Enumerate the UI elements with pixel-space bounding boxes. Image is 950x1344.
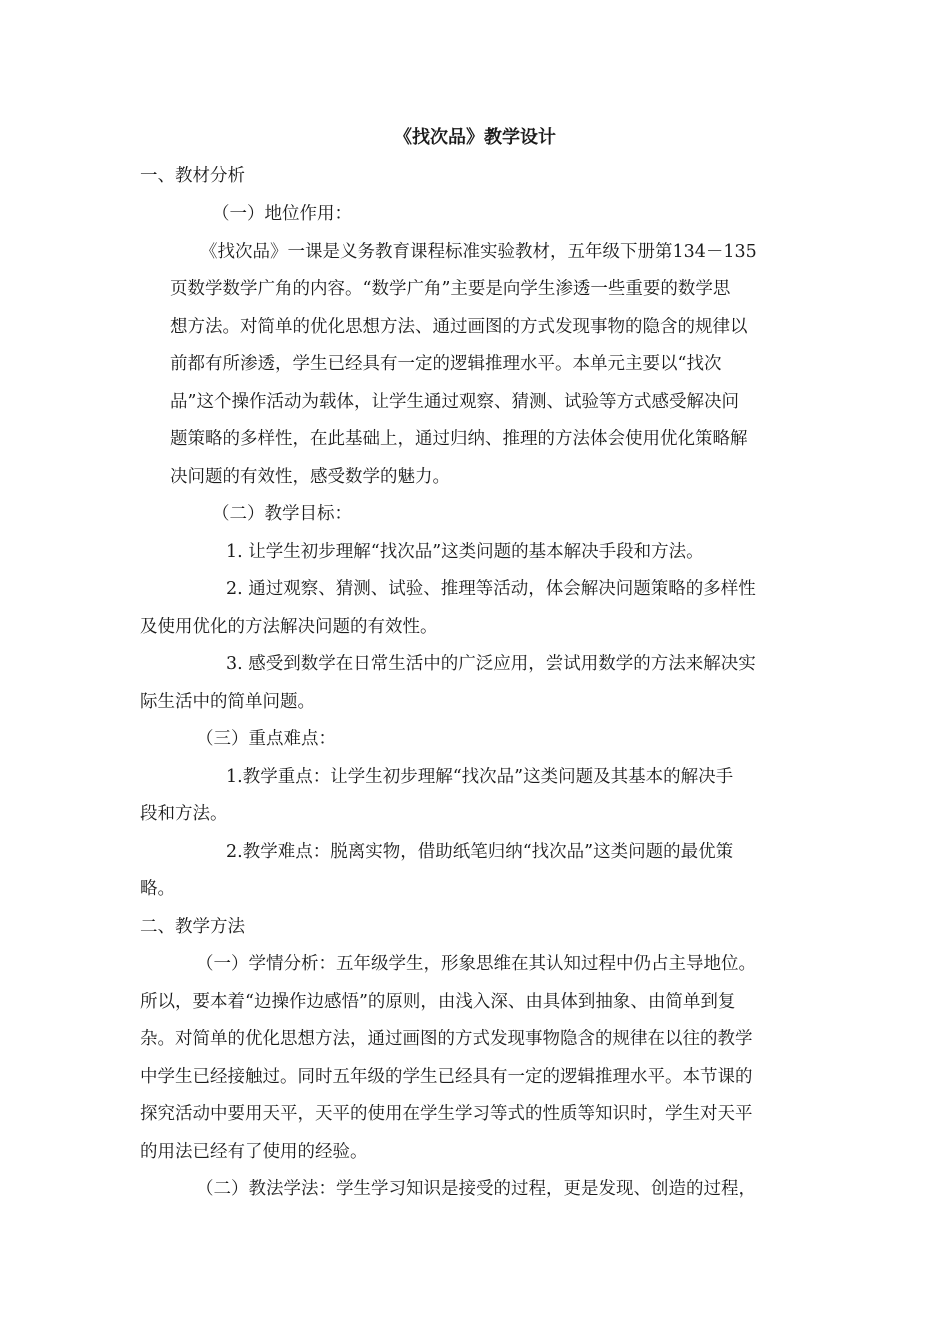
paragraph-line: （一）学情分析：五年级学生，形象思维在其认知过程中仍占主导地位。	[196, 954, 756, 974]
paragraph-line: 探究活动中要用天平，天平的使用在学生学习等式的性质等知识时，学生对天平	[140, 1104, 753, 1124]
subsection-heading: （二）教学目标：	[212, 504, 352, 524]
subsection-heading: （三）重点难点：	[196, 729, 336, 749]
subsection-heading: （一）地位作用：	[212, 204, 352, 224]
paragraph-line: 想方法。对简单的优化思想方法、通过画图的方式发现事物的隐含的规律以	[170, 317, 748, 337]
list-item-continuation: 段和方法。	[140, 804, 228, 824]
document-title: 《找次品》教学设计	[394, 127, 556, 148]
paragraph-line: 杂。对简单的优化思想方法，通过画图的方式发现事物隐含的规律在以往的教学	[140, 1029, 753, 1049]
paragraph-line: 决问题的有效性，感受数学的魅力。	[170, 467, 450, 487]
section-heading: 一、教材分析	[140, 166, 245, 186]
paragraph-line: （二）教法学法：学生学习知识是接受的过程，更是发现、创造的过程，	[196, 1179, 756, 1199]
paragraph-line: 《找次品》一课是义务教育课程标准实验教材，五年级下册第134－135	[200, 242, 757, 262]
list-item: 3. 感受到数学在日常生活中的广泛应用，尝试用数学的方法来解决实	[226, 654, 756, 674]
list-item: 2.教学难点：脱离实物，借助纸笔归纳“找次品”这类问题的最优策	[226, 842, 734, 862]
list-item: 2. 通过观察、猜测、试验、推理等活动，体会解决问题策略的多样性	[226, 579, 756, 599]
paragraph-line: 所以，要本着“边操作边感悟”的原则，由浅入深、由具体到抽象、由简单到复	[140, 992, 736, 1012]
list-item: 1. 让学生初步理解“找次品”这类问题的基本解决手段和方法。	[226, 542, 704, 562]
list-item-continuation: 及使用优化的方法解决问题的有效性。	[140, 617, 438, 637]
paragraph-line: 题策略的多样性，在此基础上，通过归纳、推理的方法体会使用优化策略解	[170, 429, 748, 449]
paragraph-line: 品”这个操作活动为载体，让学生通过观察、猜测、试验等方式感受解决问	[170, 392, 739, 412]
paragraph-line: 的用法已经有了使用的经验。	[140, 1142, 368, 1162]
paragraph-line: 页数学数学广角的内容。“数学广角”主要是向学生渗透一些重要的数学思	[170, 279, 731, 299]
list-item-continuation: 际生活中的简单问题。	[140, 692, 315, 712]
paragraph-line: 中学生已经接触过。同时五年级的学生已经具有一定的逻辑推理水平。本节课的	[140, 1067, 753, 1087]
paragraph-line: 前都有所渗透，学生已经具有一定的逻辑推理水平。本单元主要以“找次	[170, 354, 722, 374]
list-item: 1.教学重点：让学生初步理解“找次品”这类问题及其基本的解决手	[226, 767, 734, 787]
section-heading: 二、教学方法	[140, 917, 245, 937]
list-item-continuation: 略。	[140, 879, 175, 899]
